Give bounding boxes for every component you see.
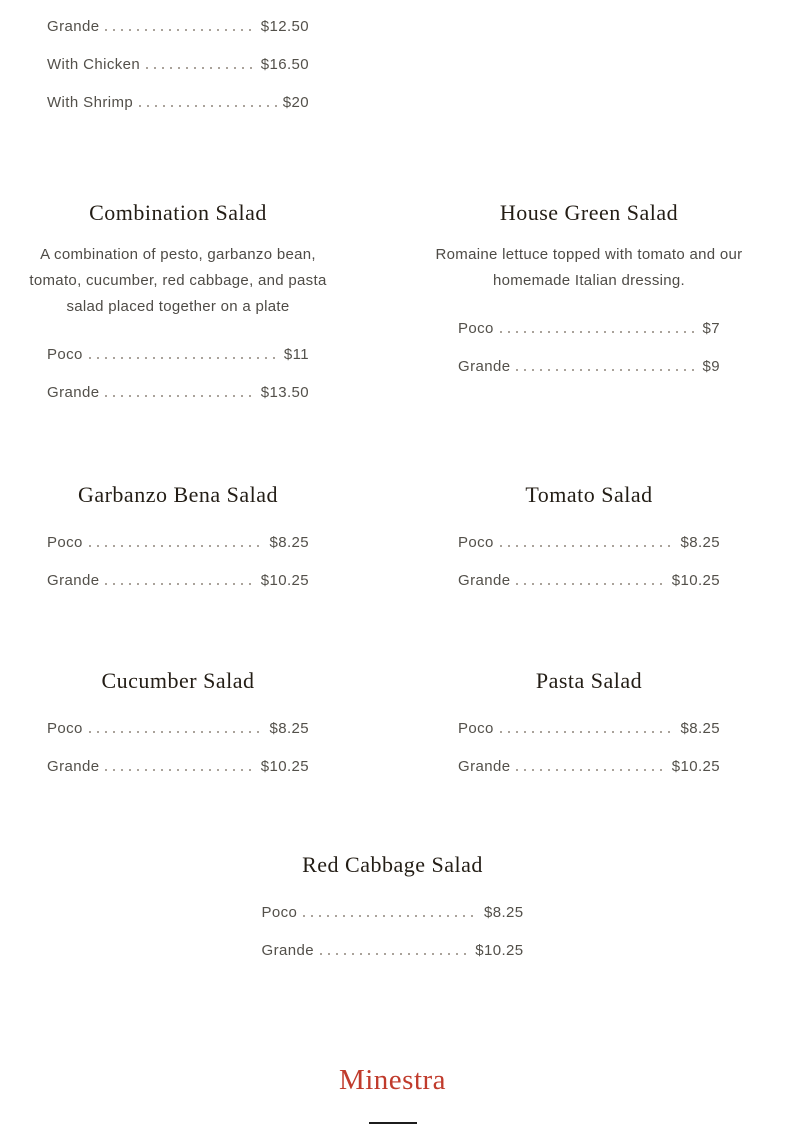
price-label: Grande bbox=[47, 384, 100, 401]
price-label: With Shrimp bbox=[47, 94, 134, 111]
price-value: $10.25 bbox=[671, 758, 720, 775]
menu-item-description: Romaine lettuce topped with tomato and our homemade Italian dressing. bbox=[435, 246, 743, 289]
price-row bbox=[458, 710, 720, 748]
price-row bbox=[47, 710, 309, 748]
dotted-leader bbox=[500, 731, 675, 733]
price-row bbox=[458, 748, 720, 786]
price-label: Grande bbox=[458, 358, 511, 375]
menu-item-tomato-salad bbox=[423, 480, 755, 600]
dotted-leader bbox=[89, 731, 264, 733]
price-row bbox=[47, 336, 309, 374]
price-value: $8.25 bbox=[269, 720, 309, 737]
section-divider bbox=[369, 1122, 417, 1124]
dotted-leader bbox=[89, 357, 278, 359]
price-label: Poco bbox=[458, 534, 494, 551]
dotted-leader bbox=[105, 29, 254, 31]
menu-item-house-green-salad bbox=[423, 198, 755, 386]
price-value: $10.25 bbox=[671, 572, 720, 589]
menu-item-combination-salad bbox=[12, 198, 344, 412]
price-value: $8.25 bbox=[680, 720, 720, 737]
price-value: $12.50 bbox=[260, 18, 309, 35]
price-value: $8.25 bbox=[483, 904, 524, 921]
menu-column-right bbox=[423, 666, 755, 786]
dotted-leader bbox=[105, 769, 254, 771]
menu-item-title: Tomato Salad bbox=[525, 482, 653, 507]
menu-grid-row bbox=[0, 666, 785, 786]
dotted-leader bbox=[139, 105, 277, 107]
menu-item-garbanzo-bena-salad bbox=[12, 480, 344, 600]
price-label: Grande bbox=[458, 572, 511, 589]
price-value: $9 bbox=[702, 358, 720, 375]
price-value: $8.25 bbox=[680, 534, 720, 551]
price-value: $8.25 bbox=[269, 534, 309, 551]
menu-column-left bbox=[12, 666, 344, 786]
price-label: Poco bbox=[47, 346, 83, 363]
menu-item-title: House Green Salad bbox=[499, 200, 679, 225]
price-row bbox=[47, 46, 309, 84]
menu-item-title: Red Cabbage Salad bbox=[302, 852, 483, 877]
menu-item-title: Pasta Salad bbox=[535, 668, 643, 693]
price-row bbox=[47, 374, 309, 412]
menu-item-title: Combination Salad bbox=[89, 200, 267, 225]
price-label: Grande bbox=[261, 942, 314, 959]
price-row bbox=[262, 932, 524, 970]
price-value: $11 bbox=[283, 346, 309, 363]
price-label: Poco bbox=[458, 720, 494, 737]
dotted-leader bbox=[105, 583, 254, 585]
menu-column-center bbox=[227, 850, 559, 970]
price-row bbox=[458, 562, 720, 600]
price-value: $20 bbox=[282, 94, 309, 111]
menu-grid-row-centered bbox=[0, 850, 785, 970]
menu-column-left bbox=[12, 480, 344, 600]
price-value: $10.25 bbox=[260, 758, 309, 775]
price-row bbox=[47, 748, 309, 786]
dotted-leader bbox=[516, 369, 696, 371]
dotted-leader bbox=[105, 395, 254, 397]
price-label: Grande bbox=[47, 758, 100, 775]
price-value: $10.25 bbox=[475, 942, 524, 959]
dotted-leader bbox=[303, 915, 478, 917]
price-label: Grande bbox=[47, 18, 100, 35]
price-label: Poco bbox=[47, 720, 83, 737]
section-title-minestra: Minestra bbox=[338, 1064, 447, 1096]
price-row bbox=[458, 348, 720, 386]
price-row bbox=[47, 8, 309, 46]
menu-grid-row bbox=[0, 480, 785, 600]
price-value: $7 bbox=[702, 320, 720, 337]
price-row bbox=[47, 84, 309, 122]
menu-column-left bbox=[12, 198, 344, 412]
dotted-leader bbox=[516, 769, 665, 771]
menu-item-cucumber-salad bbox=[12, 666, 344, 786]
price-label: Grande bbox=[47, 572, 100, 589]
price-label: Grande bbox=[458, 758, 511, 775]
price-row bbox=[262, 894, 524, 932]
price-value: $10.25 bbox=[260, 572, 309, 589]
menu-column-right bbox=[423, 480, 755, 600]
price-label: Poco bbox=[458, 320, 494, 337]
price-row bbox=[458, 524, 720, 562]
price-row bbox=[458, 310, 720, 348]
next-section-header bbox=[0, 1060, 785, 1124]
menu-item-red-cabbage-salad bbox=[227, 850, 559, 970]
price-label: With Chicken bbox=[47, 56, 141, 73]
previous-item-continuation bbox=[12, 0, 344, 122]
price-label: Poco bbox=[47, 534, 83, 551]
dotted-leader bbox=[146, 67, 255, 69]
menu-grid-row bbox=[0, 198, 785, 412]
price-row bbox=[47, 524, 309, 562]
dotted-leader bbox=[320, 953, 469, 955]
price-value: $13.50 bbox=[260, 384, 309, 401]
menu-item-description: A combination of pesto, garbanzo bean, tomato, cucumber, red cabbage, and pasta salad placed together on a plate bbox=[29, 246, 327, 315]
price-label: Poco bbox=[261, 904, 298, 921]
dotted-leader bbox=[500, 545, 675, 547]
menu-item-pasta-salad bbox=[423, 666, 755, 786]
menu-column-right bbox=[423, 198, 755, 412]
price-row bbox=[47, 562, 309, 600]
price-value: $16.50 bbox=[260, 56, 309, 73]
menu-item-title: Cucumber Salad bbox=[101, 668, 255, 693]
menu-item-title: Garbanzo Bena Salad bbox=[77, 482, 279, 507]
dotted-leader bbox=[500, 331, 697, 333]
dotted-leader bbox=[516, 583, 665, 585]
dotted-leader bbox=[89, 545, 264, 547]
